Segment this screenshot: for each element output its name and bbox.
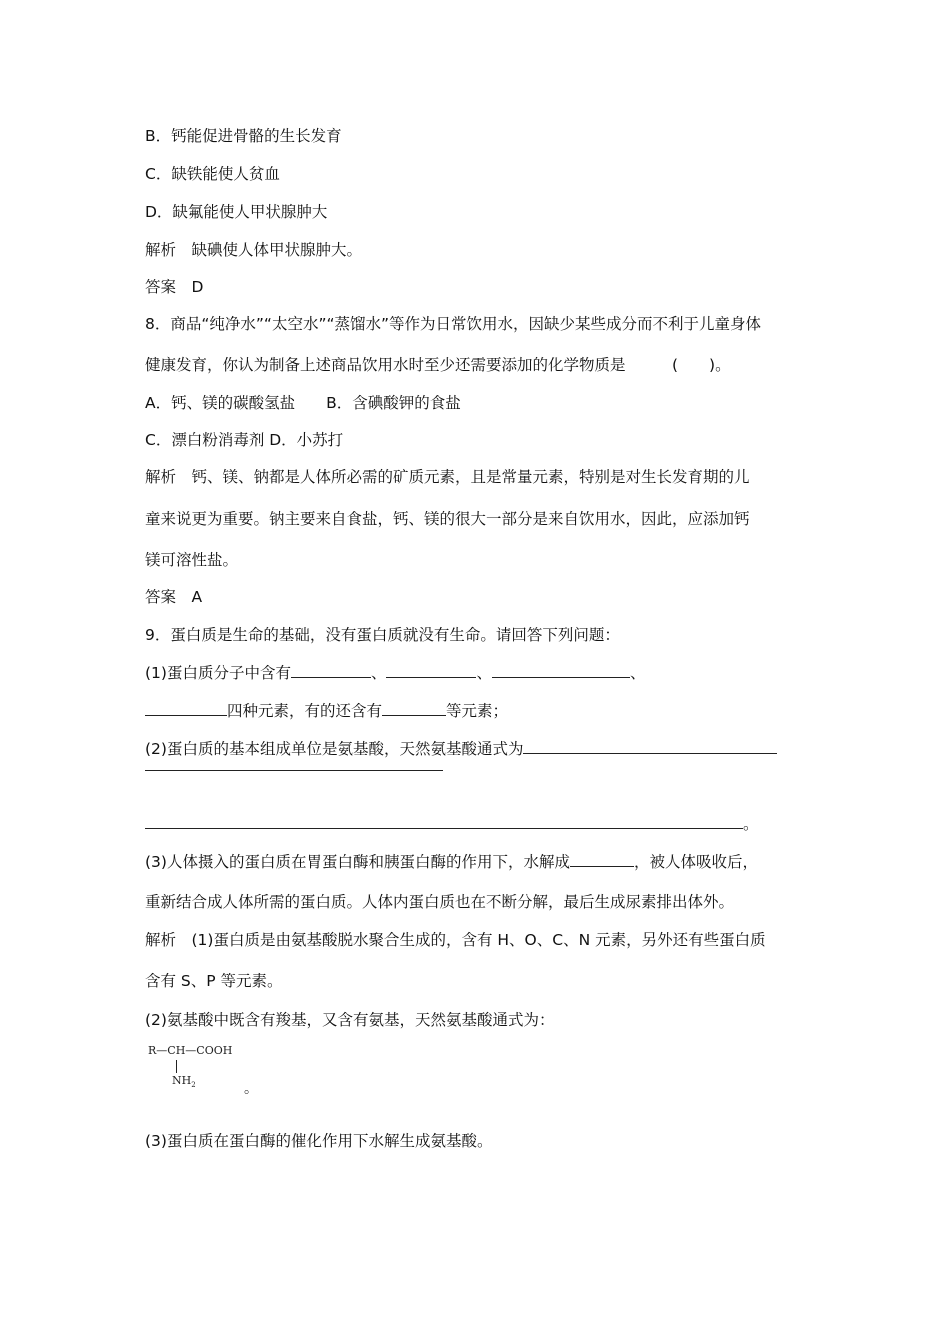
analysis-q9-line2: 含有 S、P 等元素。 bbox=[145, 972, 283, 990]
q9-3-text-b: ，被人体吸收后， bbox=[633, 853, 758, 871]
answer-blank[interactable] bbox=[145, 700, 227, 716]
period: 。 bbox=[743, 815, 759, 833]
formula-bond bbox=[176, 1060, 177, 1073]
question-9-3-line2: 重新结合成人体所需的蛋白质。人体内蛋白质也在不断分解，最后生成尿素排出体外。 bbox=[145, 893, 735, 911]
option-b: B．钙能促进骨骼的生长发育 bbox=[145, 127, 342, 145]
formula-amino-group bbox=[172, 1074, 196, 1089]
answer-blank[interactable] bbox=[386, 662, 476, 678]
q9-3-text-a: (3)人体摄入的蛋白质在胃蛋白酶和胰蛋白酶的作用下，水解成 bbox=[145, 853, 570, 871]
option-c: C．缺铁能使人贫血 bbox=[145, 165, 280, 183]
question-9-2-line3 bbox=[145, 813, 759, 834]
answer-q7: 答案 D bbox=[145, 278, 204, 296]
amino-acid-formula bbox=[148, 1044, 278, 1090]
answer-blank[interactable] bbox=[145, 813, 743, 829]
analysis-q7: 解析 缺碘使人体甲状腺肿大。 bbox=[145, 241, 363, 259]
question-8-options-cd: C．漂白粉消毒剂 D．小苏打 bbox=[145, 431, 344, 449]
analysis-q9-line3: (2)氨基酸中既含有羧基，又含有氨基，天然氨基酸通式为： bbox=[145, 1011, 555, 1029]
separator: 、 bbox=[370, 664, 387, 682]
analysis-q9-line1: 解析 (1)蛋白质是由氨基酸脱水聚合生成的，含有 H、O、C、N 元素，另外还有些蛋白质 bbox=[145, 931, 766, 949]
q9-1-mid: 四种元素，有的还含有 bbox=[227, 702, 383, 720]
formula-main: R—CH—COOH bbox=[148, 1044, 233, 1057]
question-9-3-line1 bbox=[145, 851, 758, 872]
answer-blank[interactable] bbox=[382, 700, 446, 716]
q9-2-text: (2)蛋白质的基本组成单位是氨基酸，天然氨基酸通式为 bbox=[145, 740, 524, 758]
question-9-1-line2 bbox=[145, 700, 508, 721]
analysis-q8-line3: 镁可溶性盐。 bbox=[145, 551, 239, 569]
answer-blank[interactable] bbox=[570, 851, 634, 867]
question-9-intro: 9．蛋白质是生命的基础，没有蛋白质就没有生命。请回答下列问题： bbox=[145, 626, 620, 644]
question-8-line2: 健康发育，你认为制备上述商品饮用水时至少还需要添加的化学物质是 ( )。 bbox=[145, 356, 731, 374]
analysis-q9-line4: (3)蛋白质在蛋白酶的催化作用下水解生成氨基酸。 bbox=[145, 1132, 493, 1150]
answer-blank[interactable] bbox=[523, 738, 777, 754]
question-9-2-line2 bbox=[145, 755, 443, 776]
answer-blank[interactable] bbox=[291, 662, 371, 678]
option-d: D．缺氟能使人甲状腺肿大 bbox=[145, 203, 328, 221]
separator: 、 bbox=[476, 664, 492, 682]
analysis-q8-line1: 解析 钙、镁、钠都是人体所必需的矿质元素，且是常量元素，特别是对生长发育期的儿 bbox=[145, 468, 750, 486]
question-9-1-line1 bbox=[145, 662, 646, 683]
answer-blank[interactable] bbox=[492, 662, 630, 678]
formula-nh-subscript: 2 bbox=[191, 1081, 196, 1090]
q9-1-prefix: (1)蛋白质分子中含有 bbox=[145, 664, 291, 682]
formula-period: 。 bbox=[244, 1081, 258, 1097]
question-8-line1: 8．商品“纯净水”“太空水”“蒸馏水”等作为日常饮用水，因缺少某些成分而不利于儿童身体 bbox=[145, 315, 762, 333]
question-8-options-ab: A．钙、镁的碳酸氢盐 B．含碘酸钾的食盐 bbox=[145, 394, 461, 412]
answer-blank[interactable] bbox=[145, 755, 443, 771]
separator: 、 bbox=[630, 664, 646, 682]
q9-1-end: 等元素； bbox=[446, 702, 509, 720]
answer-q8: 答案 A bbox=[145, 588, 203, 606]
analysis-q8-line2: 童来说更为重要。钠主要来自食盐，钙、镁的很大一部分是来自饮用水，因此，应添加钙 bbox=[145, 510, 750, 528]
formula-nh: NH bbox=[172, 1074, 192, 1087]
